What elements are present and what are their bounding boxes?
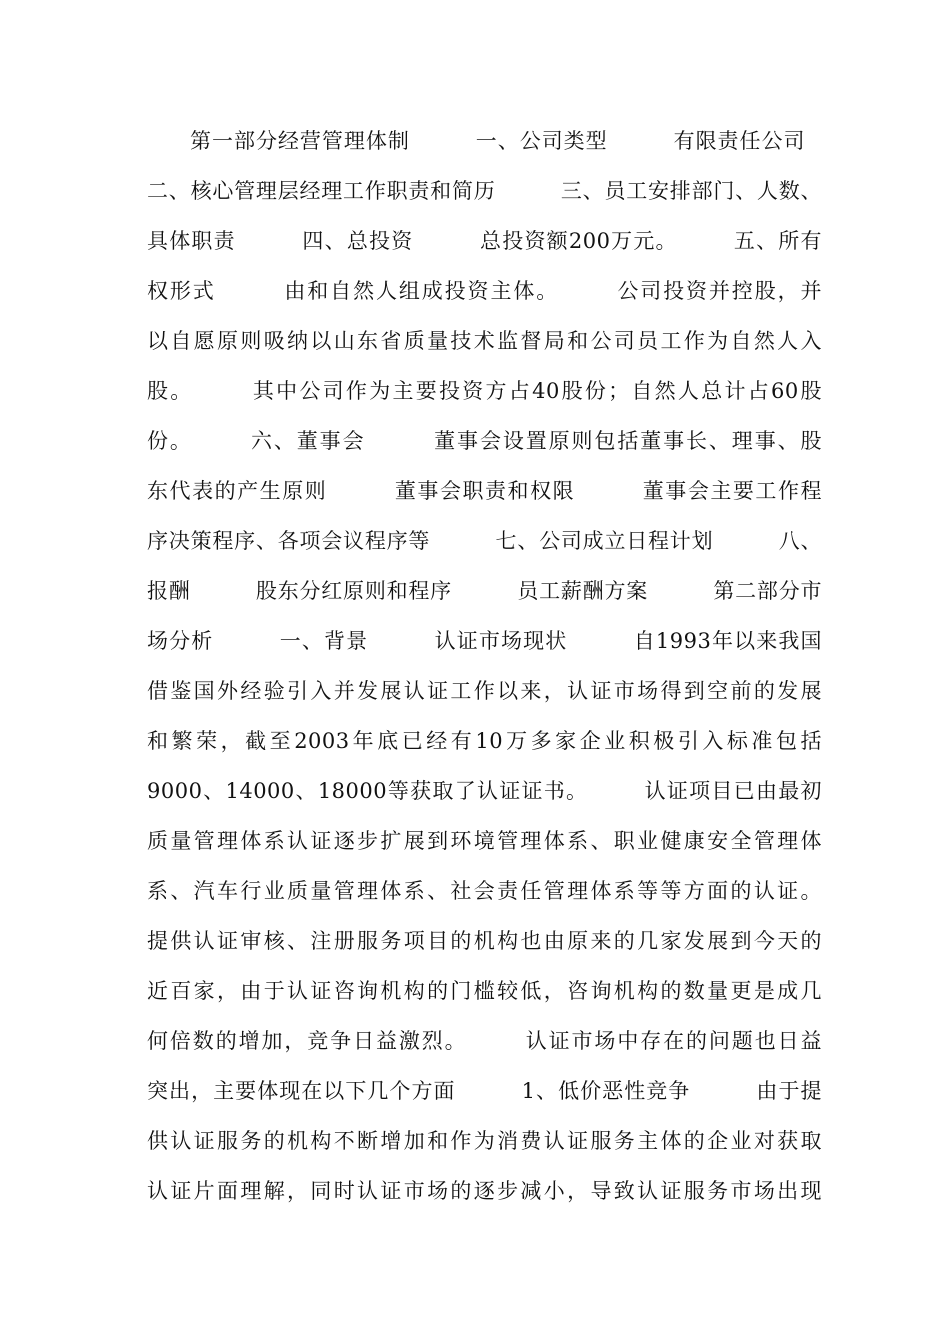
paragraph-line-17: 提供认证审核、注册服务项目的机构也由原来的几家发展到今天的 <box>147 929 822 953</box>
paragraph-line-7: 份。 六、董事会 董事会设置原则包括董事长、理事、股 <box>147 429 822 453</box>
paragraph-line-22: 认证片面理解，同时认证市场的逐步减小，导致认证服务市场出现 <box>147 1179 822 1203</box>
paragraph-line-11: 场分析 一、背景 认证市场现状 自1993年以来我国 <box>147 629 822 653</box>
paragraph-line-20: 突出，主要体现在以下几个方面 1、低价恶性竞争 由于提 <box>147 1079 822 1103</box>
paragraph-line-14: 9000、14000、18000等获取了认证证书。 认证项目已由最初 <box>147 779 822 803</box>
paragraph-line-3: 具体职责 四、总投资 总投资额200万元。 五、所有 <box>147 229 822 253</box>
paragraph-line-21: 供认证服务的机构不断增加和作为消费认证服务主体的企业对获取 <box>147 1129 822 1153</box>
paragraph-line-16: 系、汽车行业质量管理体系、社会责任管理体系等等方面的认证。 <box>147 879 822 903</box>
paragraph-line-8: 东代表的产生原则 董事会职责和权限 董事会主要工作程 <box>147 479 822 503</box>
paragraph-line-12: 借鉴国外经验引入并发展认证工作以来，认证市场得到空前的发展 <box>147 679 822 703</box>
paragraph-line-19: 何倍数的增加，竞争日益激烈。 认证市场中存在的问题也日益 <box>147 1029 822 1053</box>
paragraph-line-2: 二、核心管理层经理工作职责和简历 三、员工安排部门、人数、 <box>147 179 822 203</box>
paragraph-line-5: 以自愿原则吸纳以山东省质量技术监督局和公司员工作为自然人入 <box>147 329 822 353</box>
paragraph-line-9: 序决策程序、各项会议程序等 七、公司成立日程计划 八、 <box>147 529 822 553</box>
paragraph-line-13: 和繁荣，截至2003年底已经有10万多家企业积极引入标准包括 <box>147 729 822 753</box>
paragraph-line-18: 近百家，由于认证咨询机构的门槛较低，咨询机构的数量更是成几 <box>147 979 822 1003</box>
paragraph-line-15: 质量管理体系认证逐步扩展到环境管理体系、职业健康安全管理体 <box>147 829 822 853</box>
paragraph-line-6: 股。 其中公司作为主要投资方占40股份；自然人总计占60股 <box>147 379 822 403</box>
paragraph-line-10: 报酬 股东分红原则和程序 员工薪酬方案 第二部分市 <box>147 579 822 603</box>
paragraph-line-4: 权形式 由和自然人组成投资主体。 公司投资并控股，并 <box>147 279 822 303</box>
paragraph-line-1: 第一部分经营管理体制 一、公司类型 有限责任公司 <box>190 129 805 153</box>
